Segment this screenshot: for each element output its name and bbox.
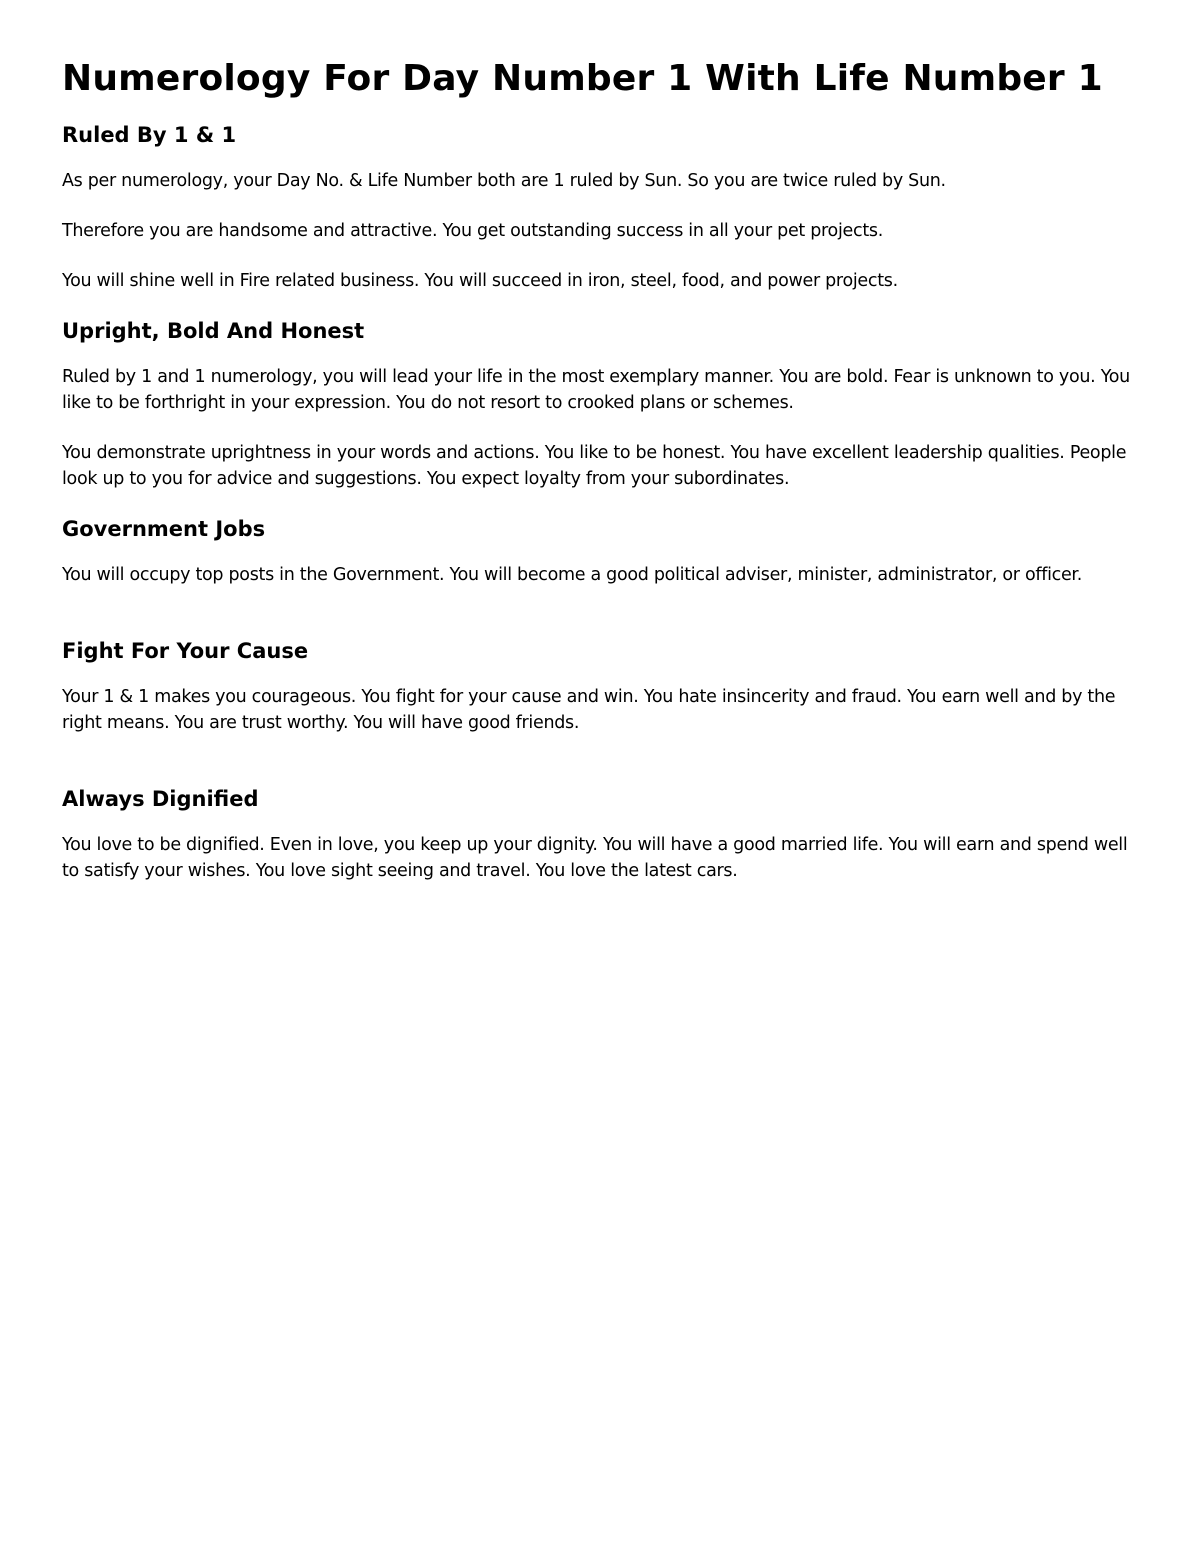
section-heading: Upright, Bold And Honest — [62, 319, 365, 343]
paragraph: Therefore you are handsome and attractive. You get outstanding success in all your pet projects. — [62, 221, 883, 241]
paragraph: You will occupy top posts in the Government. You will become a good political adviser, minister, administrator, or officer. — [62, 565, 1082, 585]
paragraph: Ruled by 1 and 1 numerology, you will lead your life in the most exemplary manner. You are bold. Fear is unknown to you. You like to be forthright in your expression. You do not resort to crooked plans or schemes. — [62, 367, 1130, 413]
paragraph: You demonstrate uprightness in your words and actions. You like to be honest. You have excellent leadership qualities. People look up to you for advice and suggestions. You expect loyalty from your subordinates. — [62, 443, 1127, 489]
paragraph: As per numerology, your Day No. & Life Number both are 1 ruled by Sun. So you are twice ruled by Sun. — [62, 171, 946, 191]
paragraph: You will shine well in Fire related business. You will succeed in iron, steel, food, and power projects. — [62, 271, 898, 291]
section-heading: Ruled By 1 & 1 — [62, 123, 237, 147]
section-heading: Always Dignified — [62, 787, 259, 811]
page-title: Numerology For Day Number 1 With Life Number 1 — [62, 58, 1103, 99]
section-always-dignified — [62, 786, 1142, 884]
paragraph: Your 1 & 1 makes you courageous. You fight for your cause and win. You hate insincerity and fraud. You earn well and by the right means. You are trust worthy. You will have good friends. — [62, 687, 1116, 733]
section-ruled-by — [62, 122, 1142, 294]
paragraph: You love to be dignified. Even in love, you keep up your dignity. You will have a good married life. You will earn and spend well to satisfy your wishes. You love sight seeing and travel. You love the latest cars. — [62, 835, 1128, 881]
document-content — [62, 56, 1142, 908]
section-heading: Fight For Your Cause — [62, 639, 309, 663]
section-heading: Government Jobs — [62, 517, 266, 541]
section-government-jobs — [62, 516, 1142, 588]
section-fight-for-your-cause — [62, 638, 1142, 736]
section-upright-bold-honest — [62, 318, 1142, 492]
